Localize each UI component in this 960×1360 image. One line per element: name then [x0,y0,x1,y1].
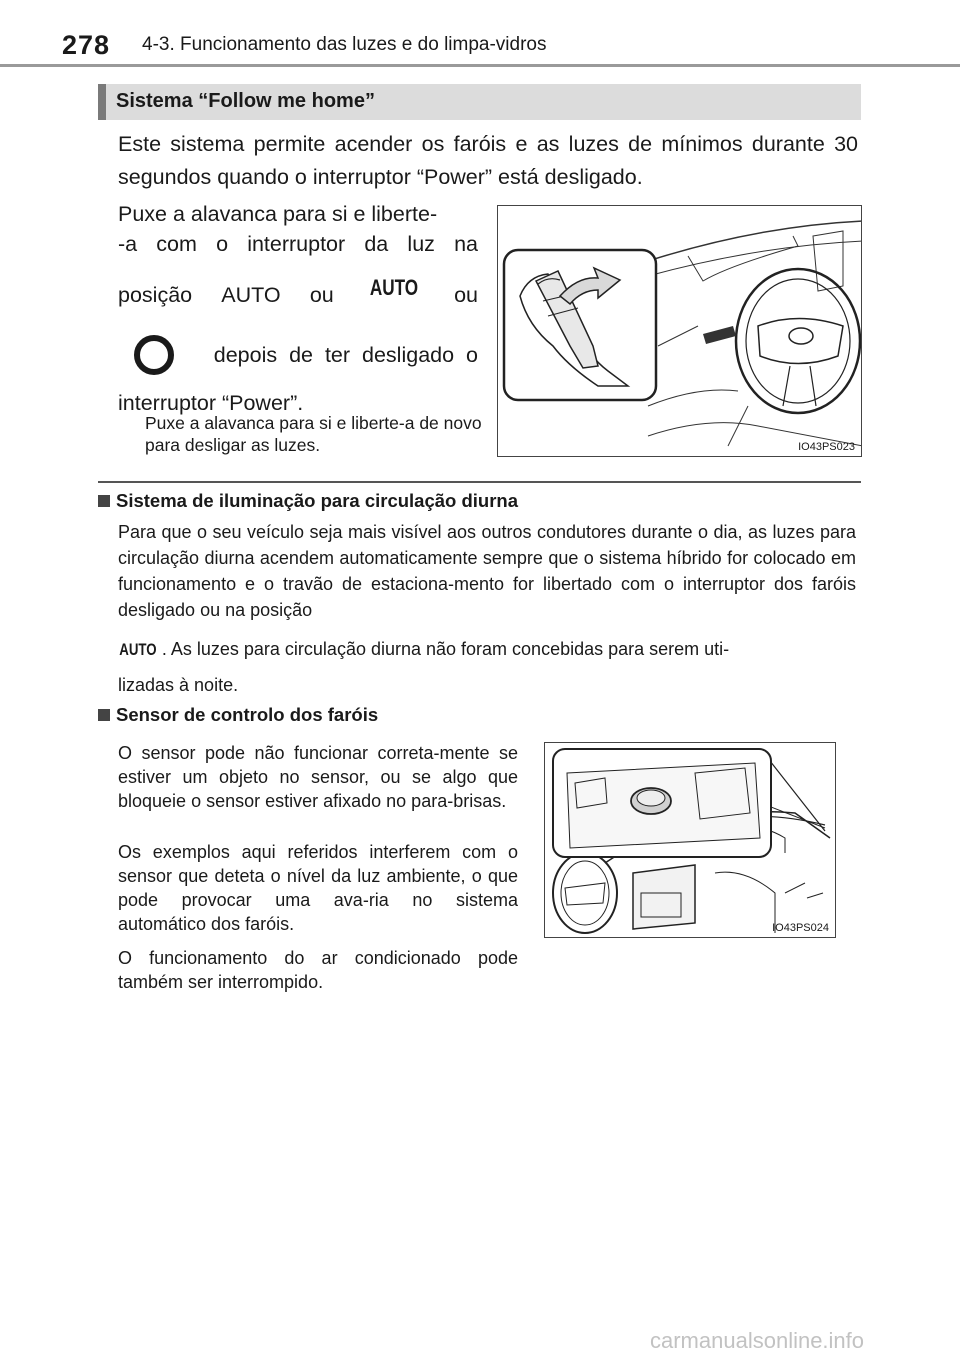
instruction-subnote: Puxe a alavanca para si e liberte-a de novo para desligar as luzes. [145,413,482,455]
instruction-line-2: -a com o interruptor da luz na [118,231,478,256]
square-bullet-icon [98,495,110,507]
drl-paragraph: Para que o seu veículo seja mais visível aos outros condutores durante o dia, as luzes para circulação diurna acendem automaticamente sempre que o sistema híbrido for colocado em funcionamento e o travão de estaciona-mento for libertado com o interruptor dos faróis desligado ou na posição [118,522,856,620]
square-bullet-icon [98,709,110,721]
drl-heading: Sistema de iluminação para circulação diurna [98,490,518,512]
instruction-line-5: interruptor “Power”. [118,390,304,415]
auto-light-glyph: AUTO [369,275,419,300]
sensor-illustration [545,743,836,938]
auto-light-glyph: AUTO [119,640,157,659]
instruction-line-3: posição AUTO ou AUTO ou [118,275,478,307]
section-divider [98,481,861,483]
chapter-title: 4-3. Funcionamento das luzes e do limpa-vidros [142,34,547,55]
page-number: 278 [62,30,111,60]
drl-paragraph-tail: AUTO . As luzes para circulação diurna não foram concebidas para serem uti- [118,636,856,663]
instruction-line-1: Puxe a alavanca para si e liberte- [118,201,438,226]
sensor-figure [544,742,836,938]
sensor-paragraph-3: O funcionamento do ar condicionado pode também ser interrompido. [118,948,518,992]
section-title-bar [98,84,861,120]
sensor-heading: Sensor de controlo dos faróis [98,704,378,726]
instruction-line-4: depois de ter desligado o [118,332,478,378]
lever-figure [497,205,862,457]
section-intro: Este sistema permite acender os faróis e as luzes de mínimos durante 30 segundos quando o interruptor “Power” está desligado. [118,132,858,189]
sensor-paragraph-1: O sensor pode não funcionar correta-mente se estiver um objeto no sensor, ou se algo que bloqueie o sensor estiver afixado no para-brisas. [118,743,518,811]
section-title: Sistema “Follow me home” [116,90,375,112]
sensor-paragraph-2: Os exemplos aqui referidos interferem com o sensor que deteta o nível da luz ambiente, o que pode provocar uma ava-ria no sistema automático dos faróis. [118,842,518,934]
page-header [62,28,900,68]
section-accent [98,84,106,120]
lever-illustration [498,206,862,457]
figure-code-2: IO43PS024 [772,922,829,934]
figure-code-1: IO43PS023 [798,441,855,453]
drl-paragraph-last: lizadas à noite. [118,675,239,695]
instruction-block [118,198,478,428]
headlight-off-circle-icon [134,335,174,375]
watermark: carmanualsonline.info [650,1328,865,1353]
header-rule [0,64,960,67]
